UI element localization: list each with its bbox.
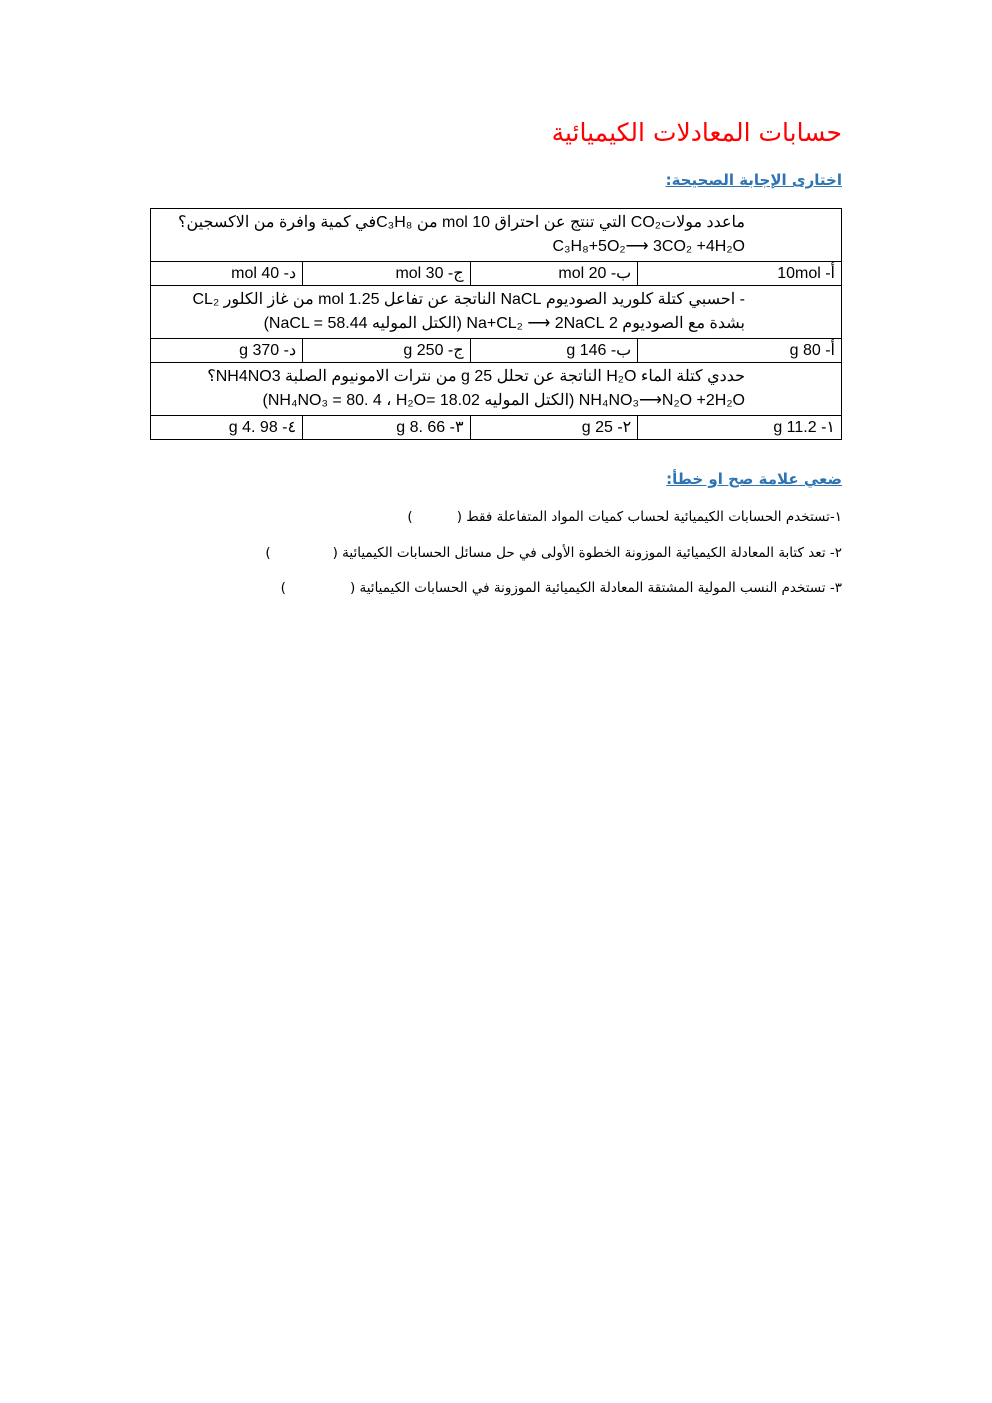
option-d[interactable]: د- 370 g [151,339,303,363]
mcq-table [150,208,842,440]
true-false-item [281,580,842,596]
question-equation: NH₄NO₃⟶N₂O +2H₂O (الكتل الموليه NH₄NO₃ = 80. 4 ، H₂O= 18.02) [262,392,745,409]
true-false-section-heading: ضعي علامة صح او خطأ: [666,470,842,488]
closing-paren: ) [280,580,286,596]
question-text: - احسبي كتلة كلوريد الصوديوم NaCL الناتجة عن تفاعل 1.25 mol من غاز الكلور CL₂ [192,291,745,308]
option-a[interactable]: أ- 80 g [638,339,842,363]
option-c[interactable]: ج- 250 g [303,339,470,363]
true-false-statement: ٣- تستخدم النسب المولية المشتقة المعادلة الكيميائية الموزونة في الحسابات الكيميائية ( [349,580,842,596]
question-cell [151,363,842,416]
option-b[interactable]: ب- 20 mol [470,262,638,286]
option-b[interactable]: ب- 146 g [470,339,638,363]
question-text: حددي كتلة الماء H₂O الناتجة عن تحلل 25 g من نترات الامونيوم الصلبة NH4NO3؟ [207,368,745,385]
option-c[interactable]: ٣- 66 .8 g [303,416,470,440]
question-row [151,286,842,339]
options-row [151,416,842,440]
true-false-statement: ١-تستخدم الحسابات الكيميائية لحساب كميات المواد المتفاعلة فقط ( [456,509,842,525]
question-row [151,363,842,416]
options-row [151,262,842,286]
true-false-item [407,509,842,525]
closing-paren: ) [407,509,413,525]
page-title: حسابات المعادلات الكيميائية [551,118,842,147]
true-false-statement: ٢- تعد كتابة المعادلة الكيميائية الموزونة الخطوة الأولى في حل مسائل الحسابات الكيميائية ( [332,545,842,561]
question-equation: C₃H₈+5O₂⟶ 3CO₂ +4H₂O [552,238,745,255]
question-equation: بشدة مع الصوديوم 2 Na+CL₂ ⟶ 2NaCL (الكتل الموليه NaCL = 58.44) [263,315,745,332]
option-c[interactable]: ج- 30 mol [303,262,470,286]
options-row [151,339,842,363]
option-d[interactable]: د- 40 mol [151,262,303,286]
option-b[interactable]: ٢- 25 g [470,416,638,440]
closing-paren: ) [265,545,271,561]
question-cell [151,209,842,262]
mcq-section-heading: اختارى الإجابة الصحيحة: [665,171,842,189]
option-d[interactable]: ٤- 98 .4 g [151,416,303,440]
question-cell [151,286,842,339]
option-a[interactable]: ١- 11.2 g [638,416,842,440]
question-text: ماعدد مولاتCO₂ التي تنتج عن احتراق 10 mol من C₃H₈في كمية وافرة من الاكسجين؟ [178,214,745,231]
true-false-item [265,545,842,561]
question-row [151,209,842,262]
option-a[interactable]: أ- 10mol [638,262,842,286]
